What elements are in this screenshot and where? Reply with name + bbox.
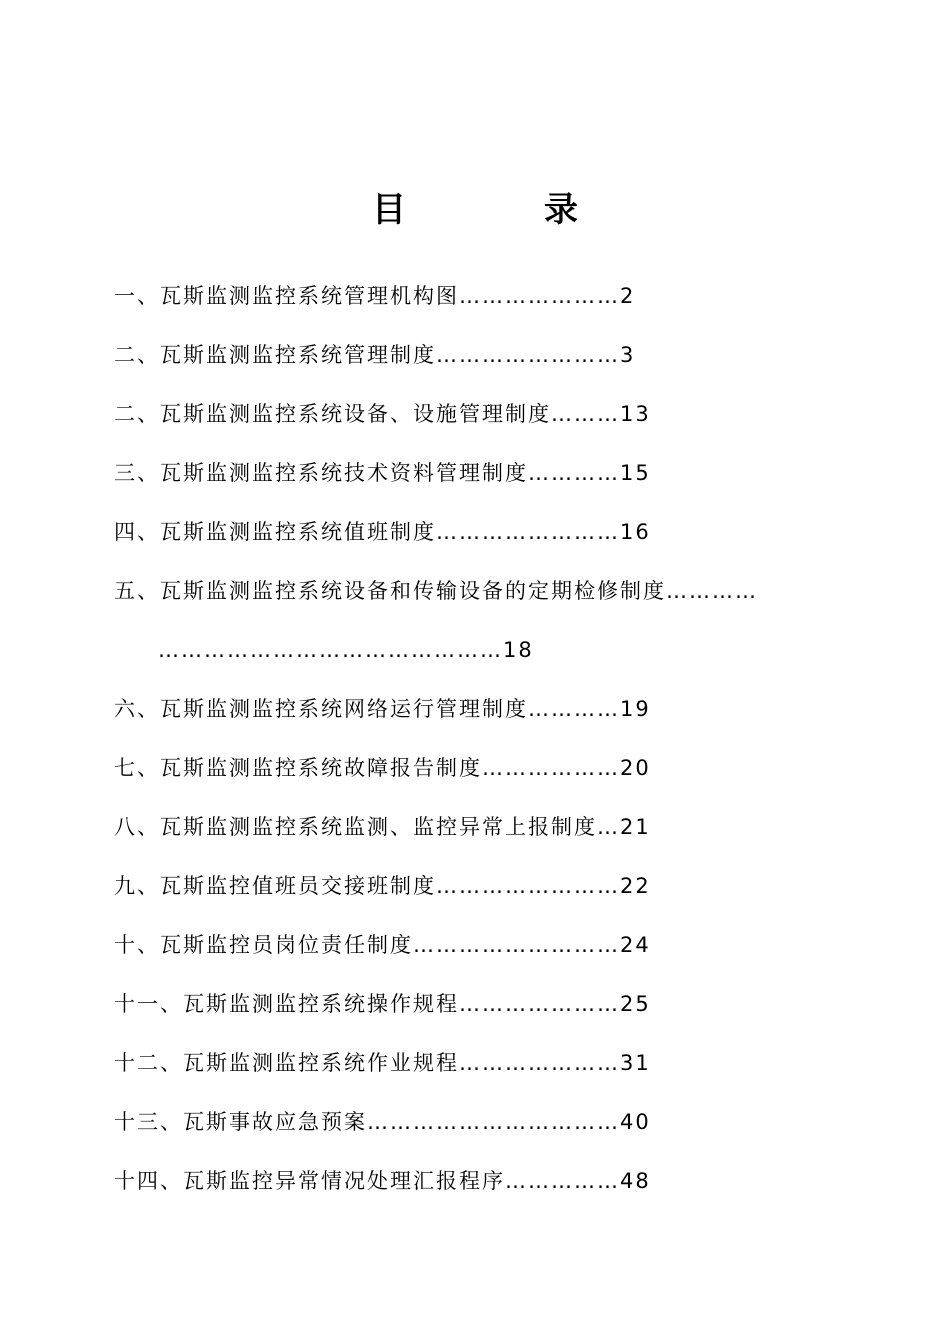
toc-entry: 三、瓦斯监测监控系统技术资料管理制度…………15	[114, 461, 651, 485]
toc-entry: 四、瓦斯监测监控系统值班制度……………………16	[114, 520, 651, 544]
toc-entry: 六、瓦斯监测监控系统网络运行管理制度…………19	[114, 697, 651, 721]
page-title: 目 录	[372, 190, 630, 230]
toc-entry: 一、瓦斯监测监控系统管理机构图…………………2	[114, 284, 636, 308]
toc-entry: 十一、瓦斯监测监控系统操作规程…………………25	[114, 992, 651, 1016]
toc-entry: 五、瓦斯监测监控系统设备和传输设备的定期检修制度…………	[114, 579, 758, 603]
toc-entry-continuation: ………………………………………18	[158, 638, 534, 662]
toc-entry: 七、瓦斯监测监控系统故障报告制度………………20	[114, 756, 651, 780]
toc-entry: 十三、瓦斯事故应急预案……………………………40	[114, 1110, 651, 1134]
toc-entry: 十、瓦斯监控员岗位责任制度………………………24	[114, 933, 651, 957]
toc-entry: 九、瓦斯监控值班员交接班制度……………………22	[114, 874, 651, 898]
toc-entry: 十四、瓦斯监控异常情况处理汇报程序……………48	[114, 1169, 651, 1193]
toc-entry: 八、瓦斯监测监控系统监测、监控异常上报制度…21	[114, 815, 651, 839]
toc-entry: 二、瓦斯监测监控系统管理制度……………………3	[114, 343, 636, 367]
toc-entry: 二、瓦斯监测监控系统设备、设施管理制度………13	[114, 402, 651, 426]
toc-entry: 十二、瓦斯监测监控系统作业规程…………………31	[114, 1051, 651, 1075]
table-of-contents	[114, 274, 874, 1218]
